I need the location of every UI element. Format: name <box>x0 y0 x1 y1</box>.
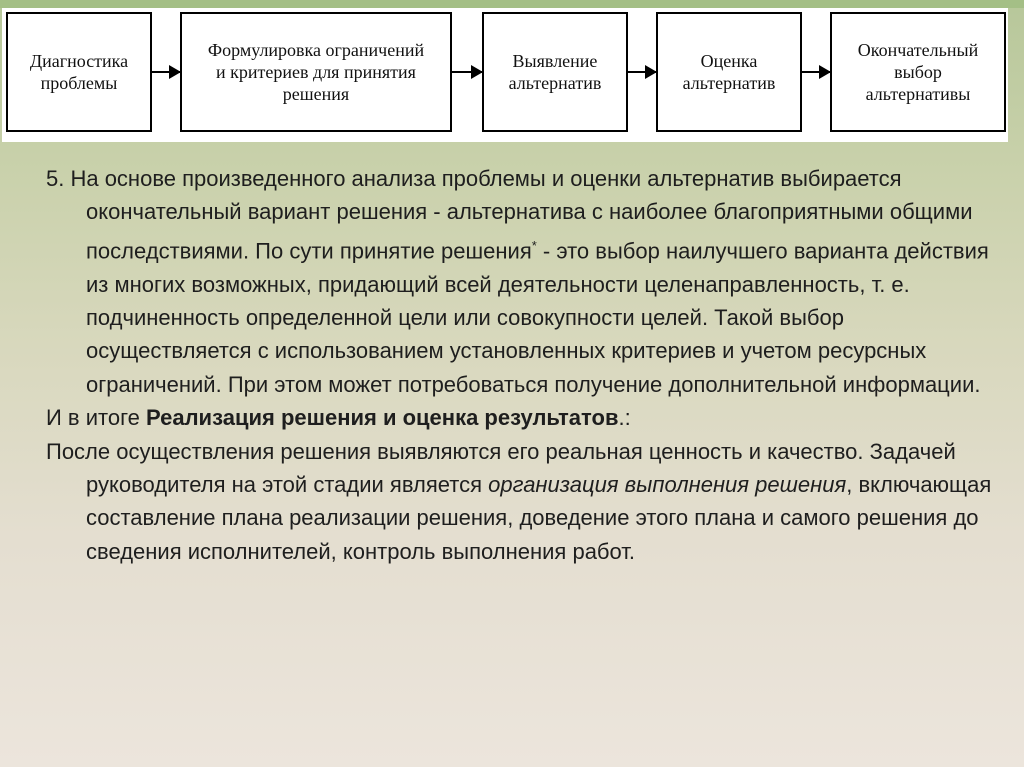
paragraph-choice <box>46 162 1006 401</box>
paragraph-result-bold: Реализация решения и оценка результатов <box>145 405 619 431</box>
process-flow-diagram <box>2 8 1008 142</box>
step-alternatives-box: Выявление альтернатив <box>482 12 628 132</box>
arrow-2 <box>452 71 482 73</box>
arrow-1 <box>152 71 180 73</box>
paragraph-result-tail: .: <box>618 405 631 431</box>
paragraph-implementation-tail: , включающая составление плана реализации решения, доведение этого плана и самого решения до сведения исполнителей, контроль выполнения работ. <box>86 471 992 564</box>
paragraph-choice-text: 5. На основе произведенного анализа проблемы и оценки альтернатив выбирается окончательный вариант решения - альтернатива с наиболее благоприятными общими последствиями. По сути принятие решения <box>46 166 973 264</box>
body-text <box>46 162 1006 568</box>
step-final-choice-box: Окончательный выбор альтернативы <box>830 12 1006 132</box>
paragraph-implementation-italic: организация выполнения решения <box>488 471 847 497</box>
step-constraints-box: Формулировка ограничений и критериев для принятия решения <box>180 12 452 132</box>
arrow-4 <box>802 71 830 73</box>
paragraph-result <box>46 401 1006 434</box>
paragraph-implementation <box>46 435 1006 569</box>
step-diagnostics-box: Диагностика проблемы <box>6 12 152 132</box>
arrow-3 <box>628 71 656 73</box>
footnote-mark: * <box>531 237 537 253</box>
step-evaluation-box: Оценка альтернатив <box>656 12 802 132</box>
paragraph-result-lead: И в итоге <box>46 405 146 431</box>
paragraph-implementation-lead: После осуществления решения выявляются его реальная ценность и качество. Задачей руководителя на этой стадии является <box>46 438 956 497</box>
paragraph-choice-tail: - это выбор наилучшего варианта действия из многих возможных, придающий всей деятельности целенаправленность, т. е. подчиненность определенной цели или совокупности целей. Такой выбор осуществляется с использованием установленных критериев и учетом ресурсных ограничений. При этом может потребоваться получение дополнительной информации. <box>86 238 989 397</box>
top-accent-strip <box>0 0 1024 8</box>
